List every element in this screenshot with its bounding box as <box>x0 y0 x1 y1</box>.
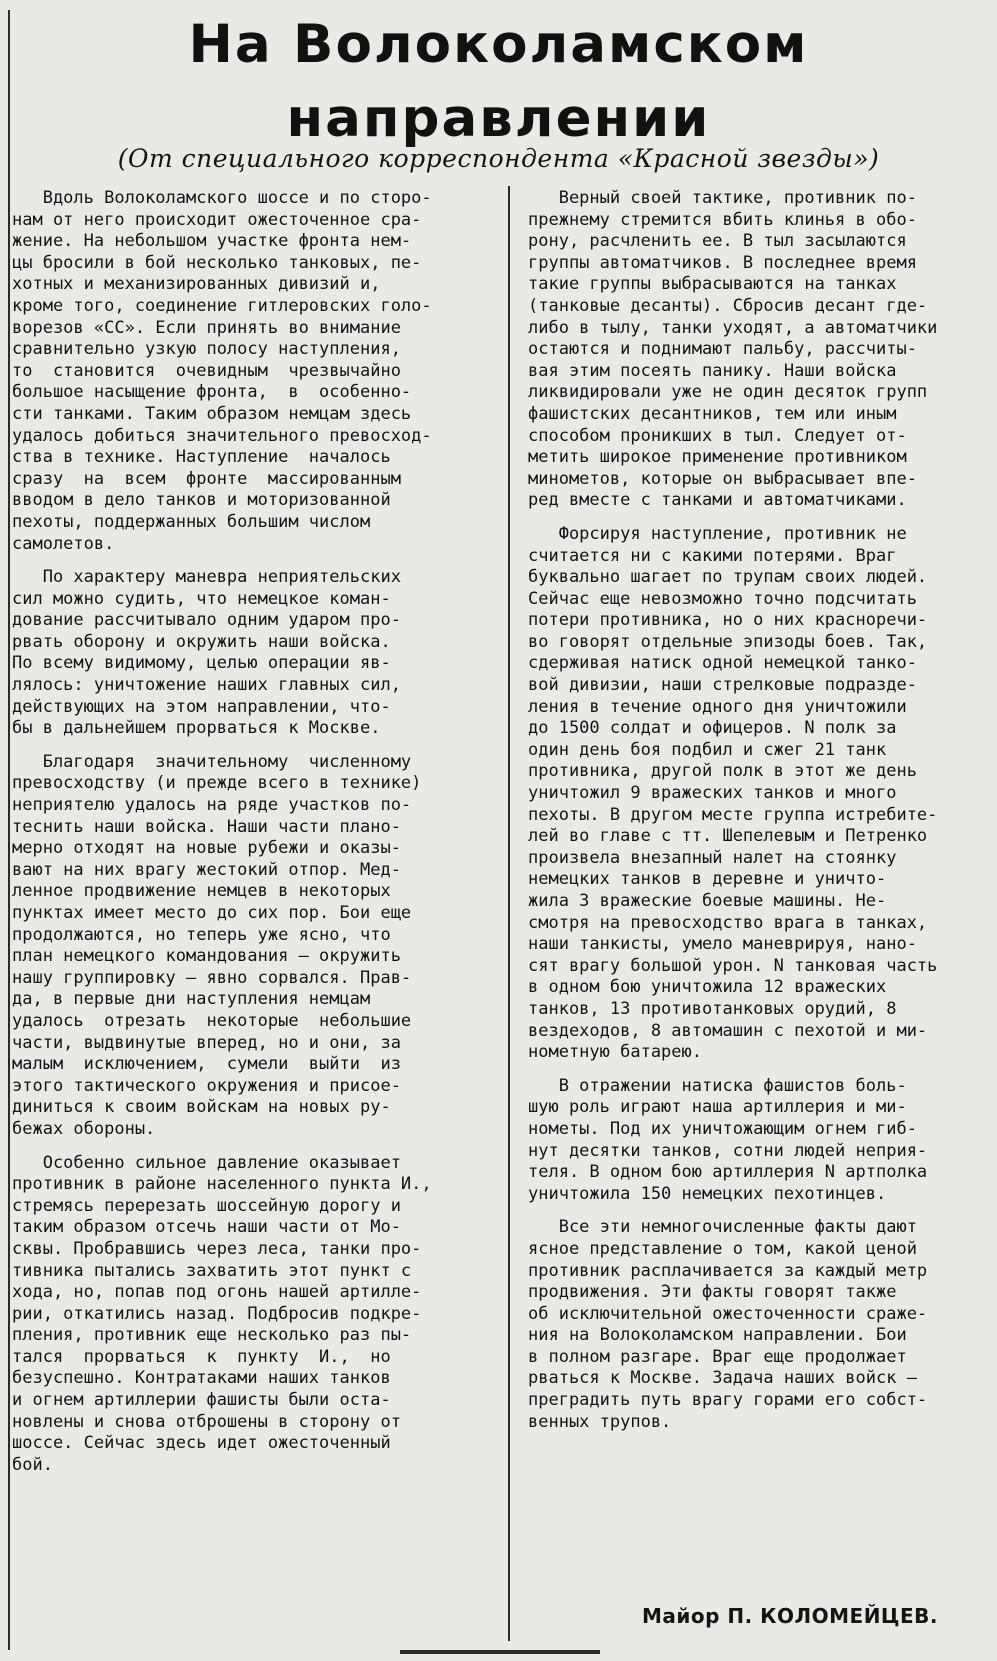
author-signature: Майор П. КОЛОМЕЙЦЕВ. <box>641 1604 938 1628</box>
paragraph: Особенно сильное давление оказывает противник в районе населенного пункта И., стремясь перерезать шоссейную дорогу и таким образом отсечь наши части от Мо- сквы. Пробравшись через леса, танки про- тивника пытались захватить этот пункт с хода, но, попав под огонь нашей артилле- рии, откатились назад. Подбросив подкре- пления, противник еще несколько раз пы- тался прорваться к пункту И., но безуспешно. Контратаками наших танков и огнем артиллерии фашисты были оста- новлены и снова отброшены в сторону от шоссе. Сейчас здесь идет ожесточенный бой. <box>12 1152 432 1475</box>
paragraph: В отражении натиска фашистов боль- шую роль играют наша артиллерия и ми- нометы. Под их уничтожающим огнем гиб- нут десятки танков, сотни людей неприя- теля. В одном бою артиллерия N артполка уничтожила 150 немецких пехотинцев. <box>528 1075 928 1204</box>
left-column <box>12 188 490 1488</box>
article-byline: (От специального корреспондента «Красной звезды») <box>117 144 880 173</box>
article-headline: На Волоколамском направлении <box>188 14 809 149</box>
paragraph: Благодаря значительному численному превосходству (и прежде всего в технике) неприятелю удалось на ряде участков по- теснить наши войска. Наши части плано- мерно отходят на новые рубежи и оказы- вают на них врагу жестокий отпор. Мед- ленное продвижение немцев в некоторых пунктах имеет место до сих пор. Бои еще продолжаются, но теперь уже ясно, что план немецкого командования — окружить нашу группировку — явно сорвался. Прав- да, в первые дни наступления немцам удалось отрезать некоторые небольшие части, выдвинутые вперед, но и они, за малым исключением, сумели выйти из этого тактического окружения и присое- диниться к своим войскам на новых ру- бежах обороны. <box>12 751 422 1139</box>
paragraph: Вдоль Волоколамского шоссе и по сторо- нам от него происходит ожесточенное сра- жение. На небольшом участке фронта нем- цы бросили в бой несколько танковых, пе- хотных и механизированных дивизий и, кроме того, соединение гитлеровских голо- ворезов «СС». Если принять во внимание сравнительно узкую полосу наступления, то становится очевидным чрезвычайно большое насыщение фронта, в особенно- сти танками. Таким образом немцам здесь удалось добиться значительного превосход- ства в технике. Наступление началось сразу на всем фронте массированным вводом в дело танков и моторизованной пехоты, поддержанных большим числом самолетов. <box>12 188 432 554</box>
paragraph: Форсируя наступление, противник не считается ни с какими потерями. Враг буквально шагает по трупам своих людей. Сейчас еще невозможно точно подсчитать потери противника, но о них красноречи- во говорят отдельные эпизоды боев. Так, сдерживая натиск одной немецкой танко- вой дивизии, наши стрелковые подразде- ления в течение одного дня уничтожили до 1500 солдат и офицеров. N полк за один день боя подбил и сжег 21 танк противника, другой полк в этот же день уничтожил 9 вражеских танков и много пехоты. В другом месте группа истребите- лей во главе с тт. Шепелевым и Петренко произвела внезапный налет на стоянку немецких танков в деревне и уничто- жила 3 вражеские боевые машины. Не- смотря на превосходство врага в танках, наши танкисты, умело маневрируя, нано- сят врагу большой урон. N танковая часть в одном бою уничтожила 12 вражеских танков, 13 противотанковых орудий, 8 вездеходов, 8 автомашин с пехотой и ми- нометную батарею. <box>528 523 938 1063</box>
paragraph: Верный своей тактике, противник по- прежнему стремится вбить клинья в обо- рону, расчленить ее. В тыл засылаются группы автоматчиков. В последнее время такие группы выбрасываются на танках (танковые десанты). Сбросив десант где- либо в тылу, танки уходят, а автоматчики остаются и поднимают пальбу, рассчиты- вая этим посеять панику. Наши войска ликвидировали уже не один десяток групп фашистских десантников, тем или иным способом проникших в тыл. Следует от- метить широкое применение противником минометов, которые он выбрасывает впе- ред вместе с танками и автоматчиками. <box>528 188 938 511</box>
column-divider <box>508 186 510 1641</box>
right-column <box>528 188 978 1445</box>
left-border-rule <box>8 10 10 1650</box>
paragraph: Все эти немногочисленные факты дают ясное представление о том, какой ценой противник расплачивается за каждый метр продвижения. Эти факты говорят также об исключительной ожесточенности сраже- ния на Волоколамском направлении. Бои в полном разгаре. Враг еще продолжает рваться к Москве. Задача наших войск — преградить путь врагу горами его собст- венных трупов. <box>528 1217 928 1432</box>
paragraph: По характеру маневра неприятельских сил можно судить, что немецкое коман- дование рассчитывало одним ударом про- рвать оборону и окружить наши войска. По всему видимому, целью операции яв- лялось: уничтожение наших главных сил, действующих на этом направлении, что- бы в дальнейшем прорваться к Москве. <box>12 567 401 739</box>
bottom-rule <box>400 1650 600 1654</box>
